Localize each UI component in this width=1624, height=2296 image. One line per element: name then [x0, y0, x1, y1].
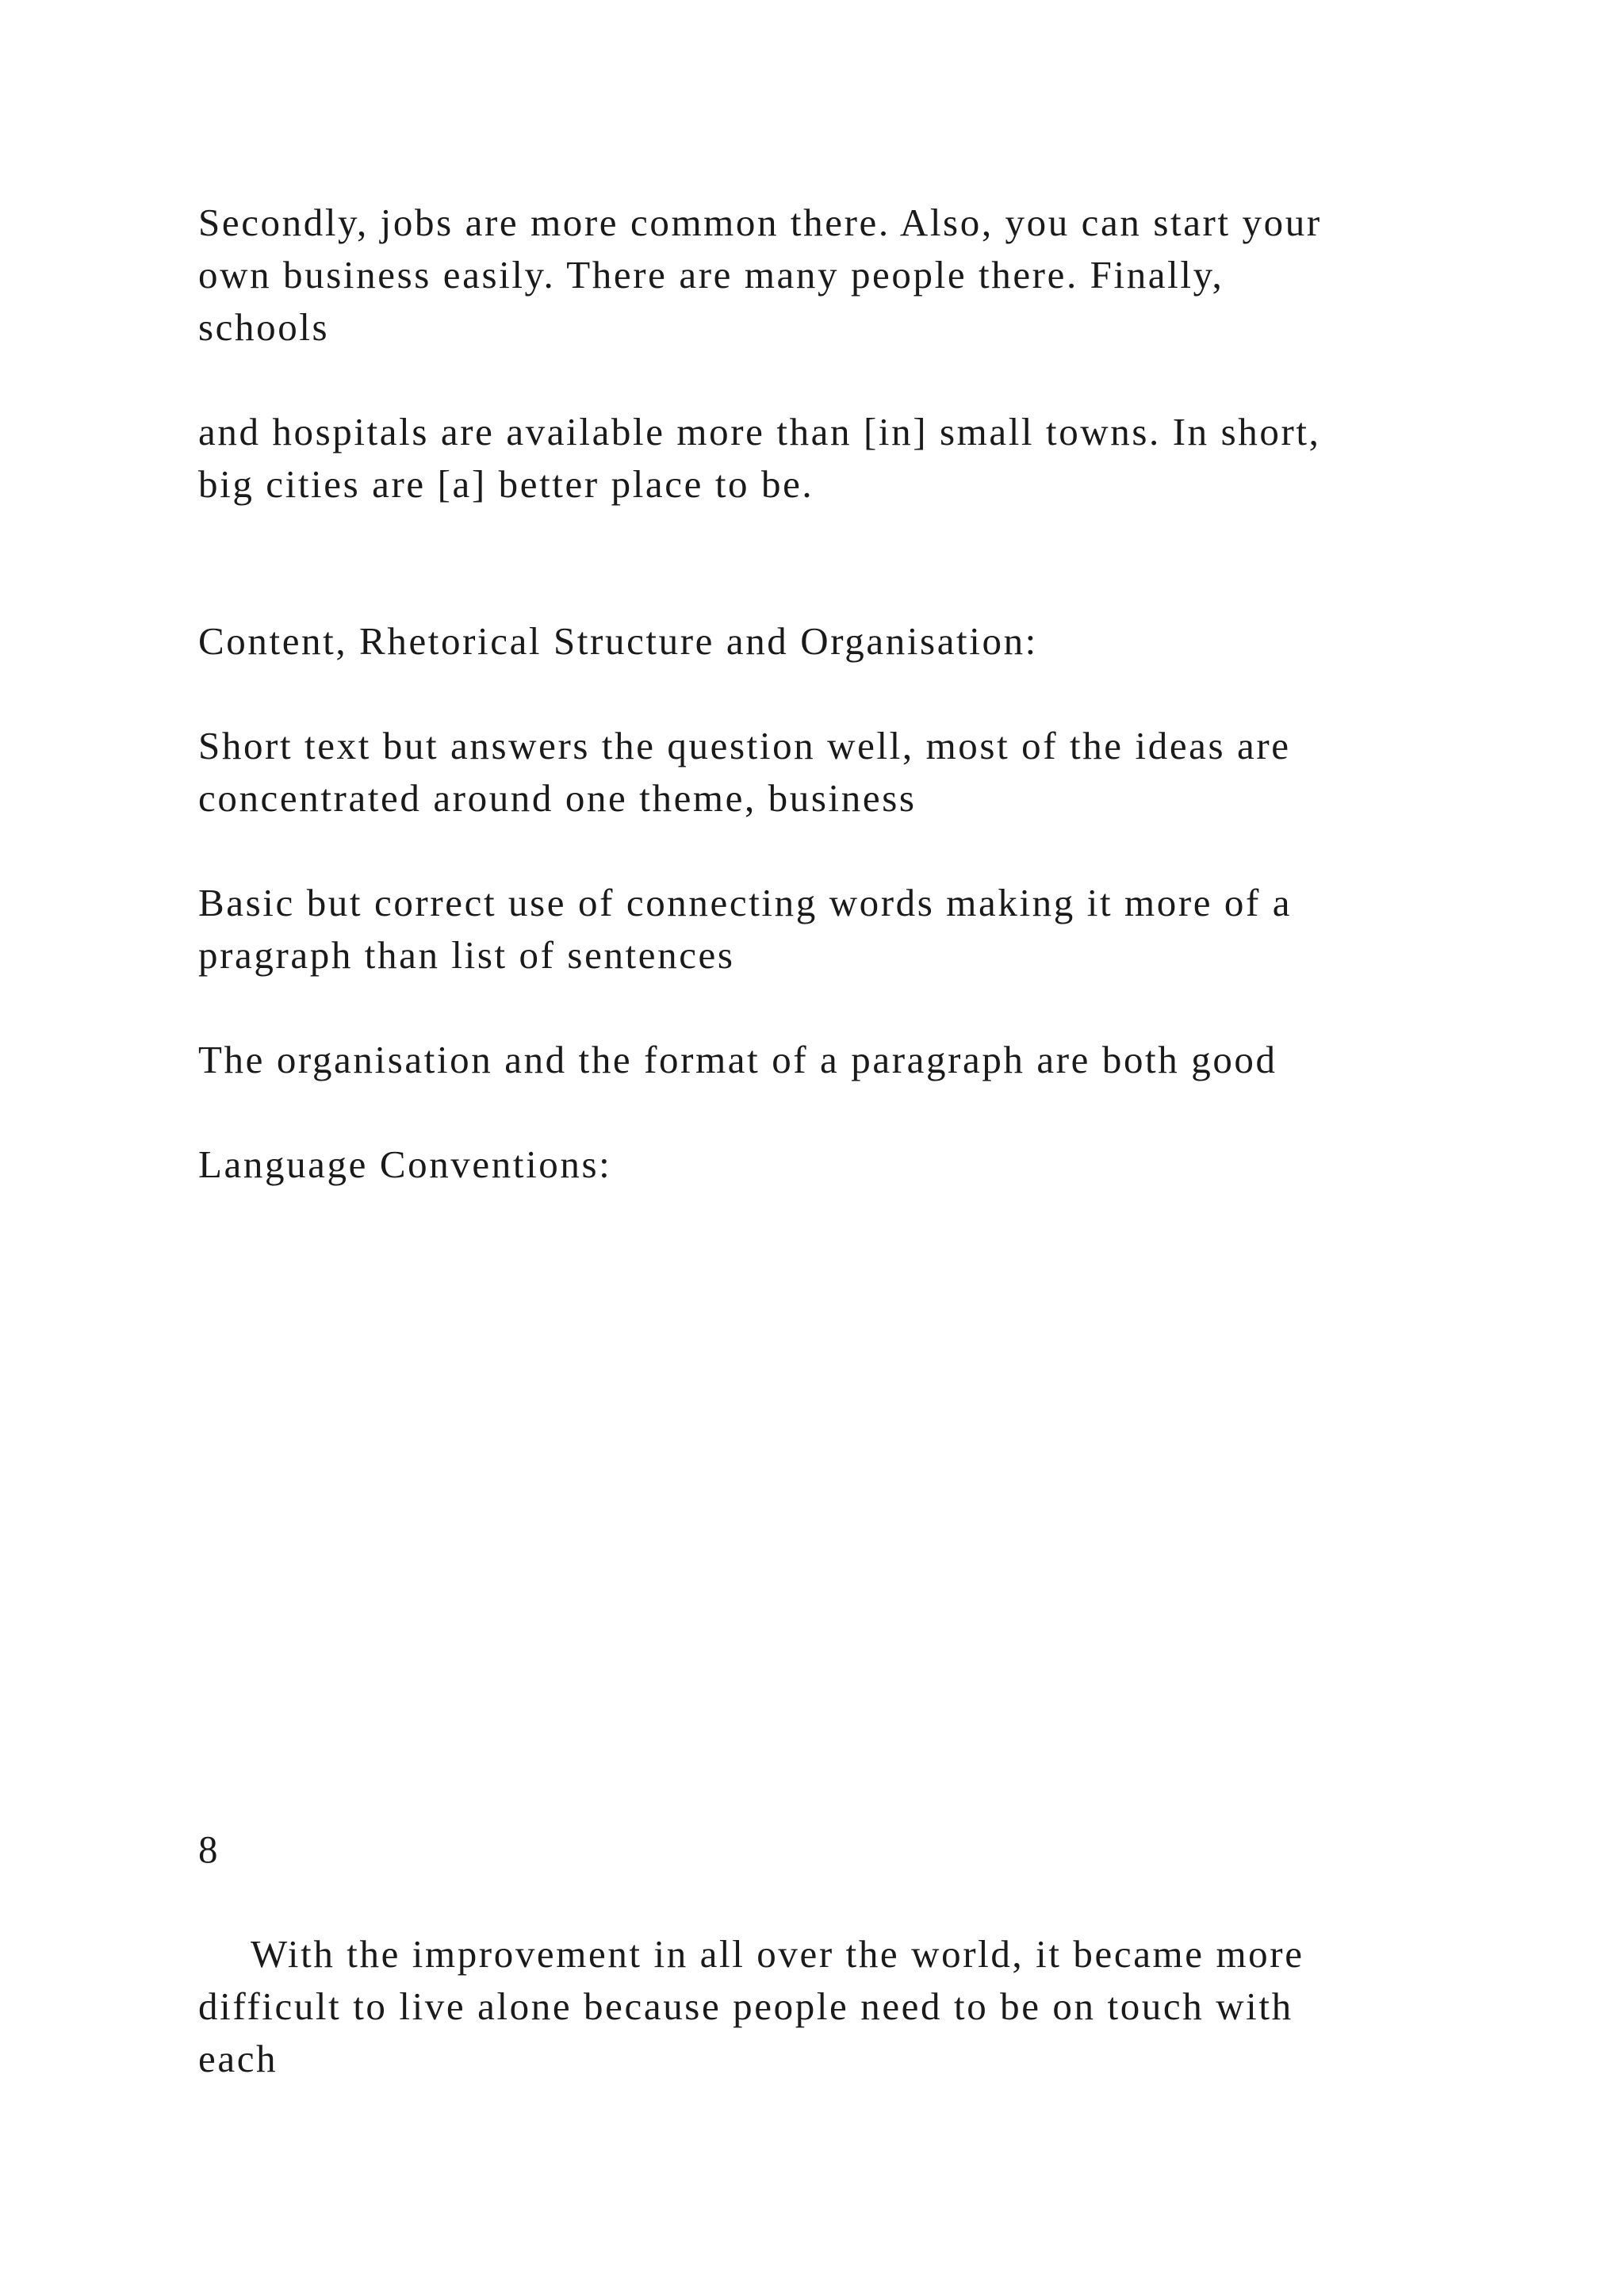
text-line: each	[198, 2037, 278, 2080]
text-line: big cities are [a] better place to be.	[198, 462, 814, 506]
text-line: difficult to live alone because people need to be on touch with	[198, 1984, 1293, 2028]
heading-text: Language Conventions:	[198, 1142, 612, 1186]
text-line: Basic but correct use of connecting words making it more of a	[198, 881, 1293, 924]
text-line: pragraph than list of sentences	[198, 933, 735, 977]
text-line: own business easily. There are many people there. Finally,	[198, 253, 1224, 297]
paragraph-cities-hospitals	[198, 406, 1483, 511]
page-number-text: 8	[198, 1827, 220, 1871]
text-line: With the improvement in all over the world, it became more	[251, 1932, 1304, 1976]
text-line: concentrated around one theme, business	[198, 776, 917, 820]
feedback-organisation	[198, 1034, 1483, 1086]
feedback-short-text	[198, 720, 1483, 825]
text-line: schools	[198, 305, 330, 349]
text-line: Secondly, jobs are more common there. Also, you can start your	[198, 201, 1322, 244]
heading-language-conventions	[198, 1138, 1483, 1191]
text-line: The organisation and the format of a paragraph are both good	[198, 1038, 1277, 1081]
heading-content-structure	[198, 615, 1483, 668]
page-number	[198, 1823, 1483, 1876]
heading-text: Content, Rhetorical Structure and Organisation:	[198, 619, 1038, 663]
feedback-connecting-words	[198, 877, 1483, 982]
text-line: Short text but answers the question well, most of the ideas are	[198, 724, 1291, 767]
text-line: and hospitals are available more than [in] small towns. In short,	[198, 410, 1321, 453]
paragraph-cities-jobs	[198, 197, 1483, 354]
paragraph-living-alone	[198, 1928, 1483, 2085]
